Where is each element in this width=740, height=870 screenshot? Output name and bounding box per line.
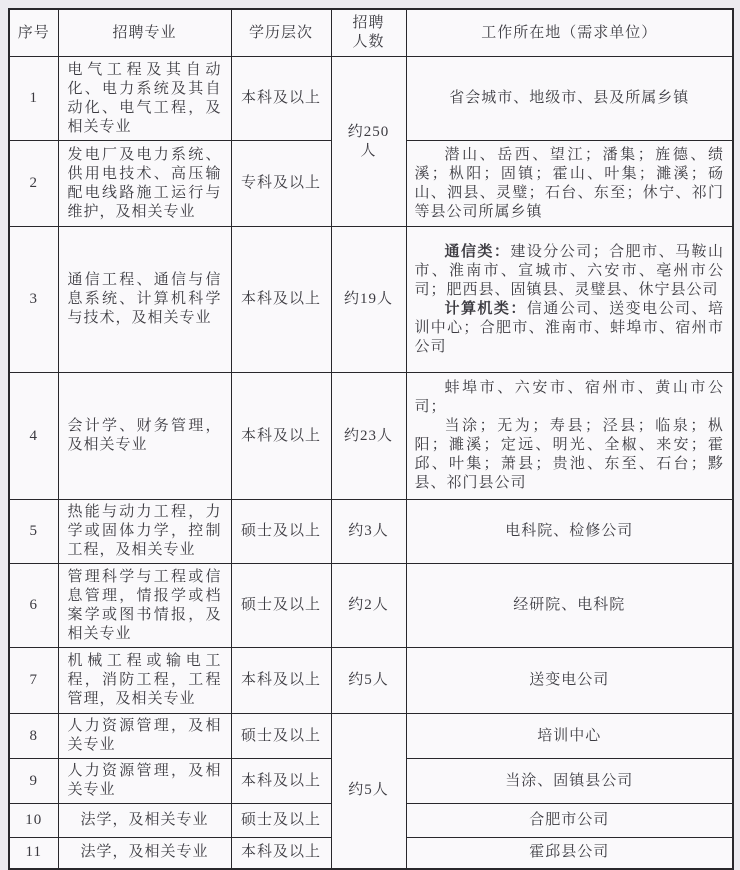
cell-count: 约3人 bbox=[331, 500, 406, 564]
cell-location: 省会城市、地级市、县及所属乡镇 bbox=[406, 57, 733, 141]
cell-location bbox=[406, 141, 733, 227]
cell-serial: 5 bbox=[9, 500, 58, 564]
header-count-line2: 人数 bbox=[352, 34, 385, 50]
cell-location: 当涂、固镇县公司 bbox=[406, 759, 733, 804]
count-line1: 约250 bbox=[347, 123, 390, 140]
cell-degree: 本科及以上 bbox=[231, 838, 331, 869]
cell-serial: 1 bbox=[9, 57, 58, 141]
cell-count-merged-rows1-2 bbox=[331, 57, 406, 227]
cell-location: 霍邱县公司 bbox=[406, 838, 733, 869]
location-text: 建设分公司；合肥市、马鞍山市、淮南市、宣城市、六安市、亳州市公司；肥西县、固镇县、灵璧县、休宁县公司 bbox=[414, 243, 724, 298]
cell-location: 电科院、检修公司 bbox=[406, 500, 733, 564]
cell-location: 经研院、电科院 bbox=[406, 564, 733, 648]
cell-degree: 本科及以上 bbox=[231, 57, 331, 141]
cell-degree: 硕士及以上 bbox=[231, 564, 331, 648]
cell-serial: 2 bbox=[9, 141, 58, 227]
cell-location: 培训中心 bbox=[406, 714, 733, 759]
cell-degree: 本科及以上 bbox=[231, 648, 331, 714]
header-count-line1: 招聘 bbox=[352, 15, 385, 31]
cell-major: 热能与动力工程，力学或固体力学，控制工程，及相关专业 bbox=[58, 500, 231, 564]
cell-major: 法学，及相关专业 bbox=[58, 804, 231, 838]
cell-degree: 本科及以上 bbox=[231, 227, 331, 373]
cell-degree: 硕士及以上 bbox=[231, 804, 331, 838]
cell-major: 发电厂及电力系统、供用电技术、高压输配电线路施工运行与维护，及相关专业 bbox=[58, 141, 231, 227]
location-category-label: 通信类： bbox=[444, 243, 511, 260]
cell-major: 会计学、财务管理，及相关专业 bbox=[58, 373, 231, 500]
cell-count: 约2人 bbox=[331, 564, 406, 648]
table-row bbox=[9, 500, 733, 564]
cell-serial: 10 bbox=[9, 804, 58, 838]
table-row bbox=[9, 57, 733, 141]
cell-location bbox=[406, 227, 733, 373]
location-text: 潜山、岳西、望江；潘集；旌德、绩溪；枞阳；固镇；霍山、叶集；濉溪；砀山、泗县、灵璧；石台、东至；休宁、祁门等县公司所属乡镇 bbox=[414, 146, 724, 220]
count-line2: 人 bbox=[360, 142, 377, 159]
cell-count: 约5人 bbox=[331, 648, 406, 714]
cell-count: 约23人 bbox=[331, 373, 406, 500]
header-count bbox=[331, 9, 406, 57]
cell-degree: 专科及以上 bbox=[231, 141, 331, 227]
table-row bbox=[9, 648, 733, 714]
cell-serial: 6 bbox=[9, 564, 58, 648]
table-header-row bbox=[9, 9, 733, 57]
cell-count: 约19人 bbox=[331, 227, 406, 373]
cell-major: 人力资源管理，及相关专业 bbox=[58, 759, 231, 804]
cell-major: 管理科学与工程或信息管理，情报学或档案学或图书情报，及相关专业 bbox=[58, 564, 231, 648]
header-serial: 序号 bbox=[9, 9, 58, 57]
location-category-label: 计算机类： bbox=[444, 300, 527, 317]
table-row bbox=[9, 714, 733, 759]
cell-major: 人力资源管理，及相关专业 bbox=[58, 714, 231, 759]
cell-serial: 3 bbox=[9, 227, 58, 373]
header-major: 招聘专业 bbox=[58, 9, 231, 57]
cell-degree: 本科及以上 bbox=[231, 759, 331, 804]
cell-degree: 硕士及以上 bbox=[231, 500, 331, 564]
cell-major: 机械工程或输电工程，消防工程，工程管理，及相关专业 bbox=[58, 648, 231, 714]
cell-major: 通信工程、通信与信息系统、计算机科学与技术，及相关专业 bbox=[58, 227, 231, 373]
cell-serial: 4 bbox=[9, 373, 58, 500]
cell-major: 法学，及相关专业 bbox=[58, 838, 231, 869]
header-location: 工作所在地（需求单位） bbox=[406, 9, 733, 57]
cell-serial: 8 bbox=[9, 714, 58, 759]
cell-degree: 硕士及以上 bbox=[231, 714, 331, 759]
cell-count-merged-rows8-11: 约5人 bbox=[331, 714, 406, 869]
table-row bbox=[9, 227, 733, 373]
table-row bbox=[9, 373, 733, 500]
cell-major: 电气工程及其自动化、电力系统及其自动化、电气工程，及相关专业 bbox=[58, 57, 231, 141]
recruitment-table bbox=[8, 8, 734, 870]
header-degree: 学历层次 bbox=[231, 9, 331, 57]
cell-location: 合肥市公司 bbox=[406, 804, 733, 838]
cell-location: 送变电公司 bbox=[406, 648, 733, 714]
cell-degree: 本科及以上 bbox=[231, 373, 331, 500]
location-text: 蚌埠市、六安市、宿州市、黄山市公司； bbox=[414, 380, 724, 415]
cell-serial: 9 bbox=[9, 759, 58, 804]
cell-location bbox=[406, 373, 733, 500]
table-row bbox=[9, 564, 733, 648]
location-text: 当涂；无为；寿县；泾县；临泉；枞阳；濉溪；定远、明光、全椒、来安；霍邱、叶集；萧县；贵池、东至、石台；黟县、祁门县公司 bbox=[414, 418, 724, 491]
location-text: 信通公司、送变电公司、培训中心；合肥市、淮南市、蚌埠市、宿州市公司 bbox=[414, 300, 724, 355]
cell-serial: 11 bbox=[9, 838, 58, 869]
cell-serial: 7 bbox=[9, 648, 58, 714]
